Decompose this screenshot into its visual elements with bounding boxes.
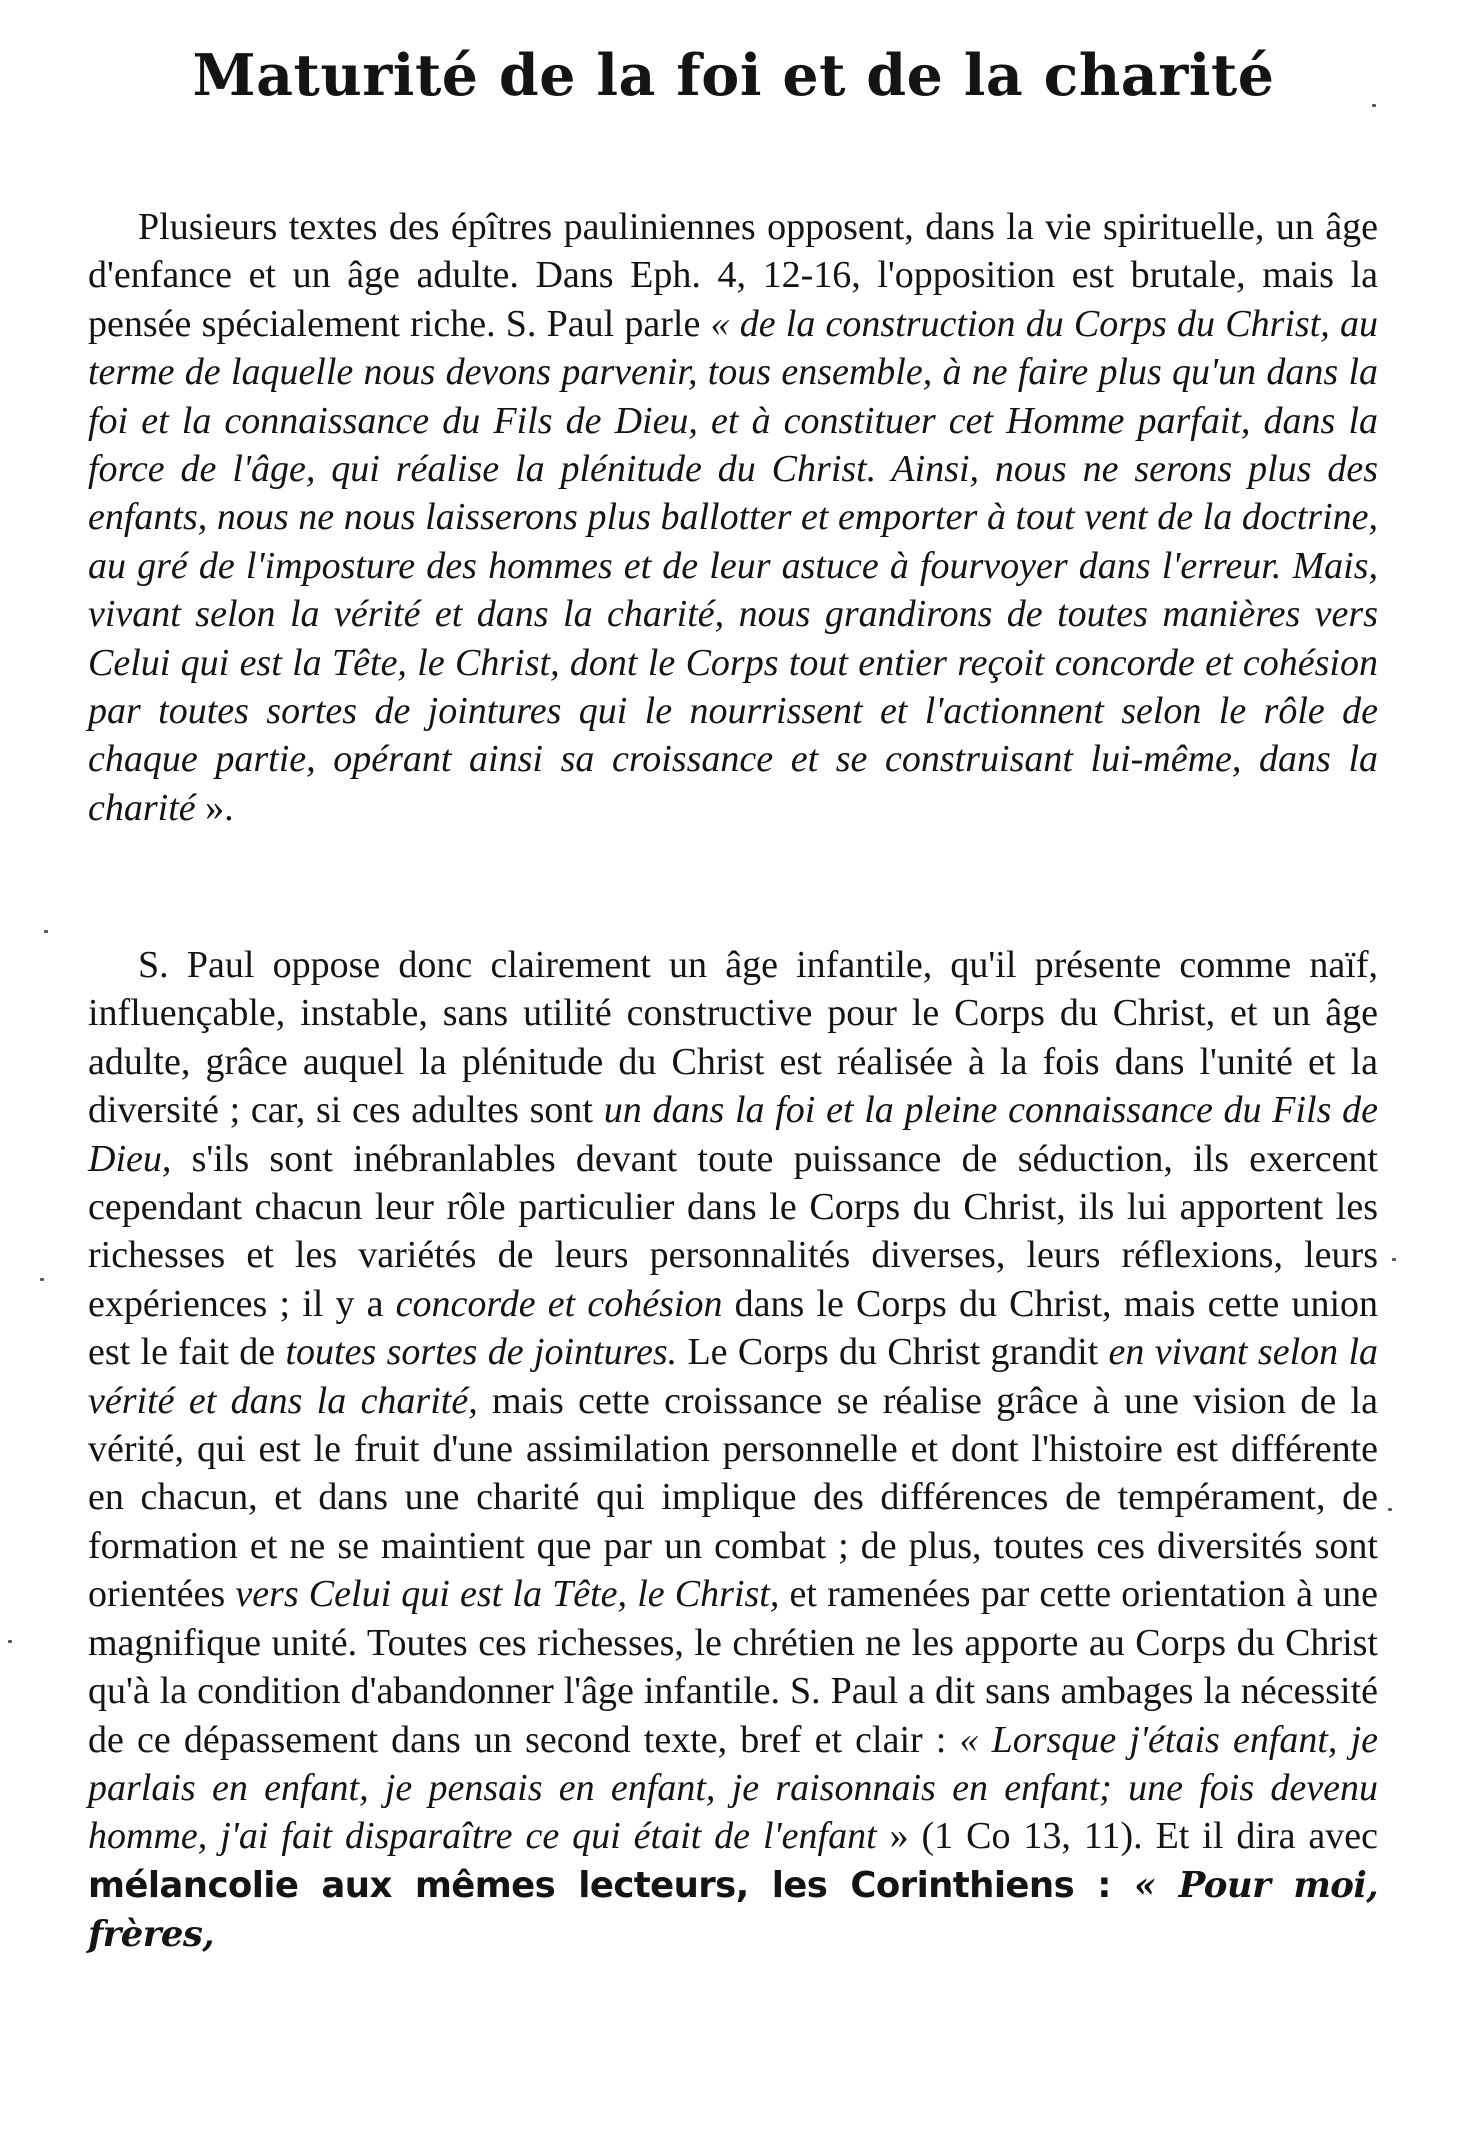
scan-speck <box>44 930 48 933</box>
scan-speck <box>8 1640 12 1643</box>
p2-italic-3: toutes sortes de jointures. <box>285 1331 678 1374</box>
paragraph-1-text <box>88 203 1378 832</box>
paragraph-1 <box>88 203 1378 832</box>
p2-text-4: Le Corps du Christ grandit <box>677 1331 1109 1374</box>
p2-text-5: mais cette croissance se réalise grâce à une vision de la vérité, qui est le fruit d'une assimilation personnelle et dont l'histoire est différente en chacun, et dans une charité qui implique des différences de tempérament, de formation et ne se maintient que par un combat ; de plus, toutes ces diversités sont orientées <box>88 1379 1378 1616</box>
paragraph-2-text <box>88 941 1378 1960</box>
scan-speck <box>1392 1258 1396 1261</box>
p2-italic-1: un dans la foi et la pleine connaissance du Fils de Dieu, <box>88 1089 1378 1180</box>
page-title: Maturité de la foi et de la charité <box>192 42 1275 109</box>
p2-final-italic: « Pour moi, frères, <box>88 1864 1379 1956</box>
paragraph-1-close: ». <box>195 786 234 829</box>
p2-italic-2: concorde et cohésion <box>395 1282 723 1325</box>
corinthians-quote: « Lorsque j'étais enfant, je parlais en enfant, je pensais en enfant, je raisonnais en enfant; une fois devenu homme, j'ai fait disparaître ce qui était de l'enfant <box>88 1718 1379 1858</box>
p2-italic-5: vers Celui qui est la Tête, le Christ, <box>235 1573 780 1616</box>
p2-text-6: et ramenées par cette orientation à une magnifique unité. Toutes ces richesses, le chrétien ne les apporte au Corps du Christ qu'à la condition d'abandonner l'âge infantile. S. Paul a dit sans ambages la nécessité de ce dépassement dans un second texte, bref et clair : <box>88 1573 1378 1761</box>
p2-final-plain: mélancolie aux mêmes lecteurs, les Corinthiens : <box>88 1864 1134 1906</box>
p2-italic-4: en vivant selon la vérité et dans la charité, <box>88 1331 1379 1422</box>
p2-text-2: s'ils sont inébranlables devant toute puissance de séduction, ils exercent cependant chacun leur rôle particulier dans le Corps du Christ, ils lui apportent les richesses et les variétés de leurs personnalités diverses, leurs réflexions, leurs expériences ; il y a <box>88 1137 1378 1325</box>
scan-speck <box>1388 1508 1392 1511</box>
scan-speck <box>1372 104 1376 107</box>
scan-speck <box>40 1278 44 1281</box>
ephesians-quote: « de la construction du Corps du Christ, au terme de laquelle nous devons parvenir, tous ensemble, à ne faire plus qu'un dans la foi et la connaissance du Fils de Dieu, et à constituer cet Homme parfait, dans la force de l'âge, qui réalise la plénitude du Christ. Ainsi, nous ne serons plus des enfants, nous ne nous laisserons plus ballotter et emporter à tout vent de la doctrine, au gré de l'imposture des hommes et de leur astuce à fourvoyer dans l'erreur. Mais, vivant selon la vérité et dans la charité, nous grandirons de toutes manières vers Celui qui est la Tête, le Christ, dont le Corps tout entier reçoit concorde et cohésion par toutes sortes de jointures qui le nourrissent et l'actionnent selon le rôle de chaque partie, opérant ainsi sa croissance et se construisant lui-même, dans la charité <box>88 302 1378 829</box>
paragraph-1-intro: Plusieurs textes des épîtres pauliniennes opposent, dans la vie spirituelle, un âge d'enfance et un âge adulte. Dans Eph. 4, 12-16, l'opposition est brutale, mais la pensée spécialement riche. S. Paul parle <box>88 206 1378 345</box>
p2-text-7: » (1 Co 13, 11). Et il dira avec <box>876 1815 1378 1858</box>
paragraph-2 <box>88 941 1378 1960</box>
p2-final-line <box>88 1865 1378 1955</box>
p2-text-3: dans le Corps du Christ, mais cette union est le fait de <box>88 1282 1379 1374</box>
p2-text-1: S. Paul oppose donc clairement un âge infantile, qu'il présente comme naïf, influençable, instable, sans utilité constructive pour le Corps du Christ, et un âge adulte, grâce auquel la plénitude du Christ est réalisée à la fois dans l'unité et la diversité ; car, si ces adultes sont <box>88 944 1378 1132</box>
